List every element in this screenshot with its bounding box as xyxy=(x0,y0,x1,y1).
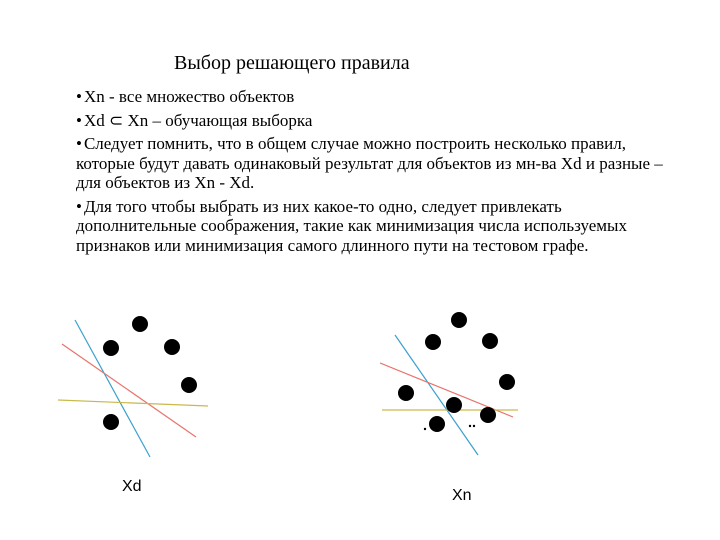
small-marker xyxy=(473,425,475,427)
diagram-xn xyxy=(380,312,518,504)
yellow-decision-line xyxy=(58,400,208,406)
bullet-text: Xn - все множество объектов xyxy=(83,87,295,106)
bullet-icon: • xyxy=(76,110,82,130)
bullet-icon: • xyxy=(76,87,82,106)
data-point xyxy=(499,374,515,390)
data-point xyxy=(480,407,496,423)
diagram-xd xyxy=(58,316,208,495)
data-point xyxy=(425,334,441,350)
red-decision-line xyxy=(62,344,196,437)
data-point xyxy=(482,333,498,349)
caption-xn: Xn xyxy=(452,487,472,504)
data-point xyxy=(181,377,197,393)
bullet-text: Xd ⊂ Xn – обучающая выборка xyxy=(83,110,313,130)
small-marker xyxy=(469,425,471,427)
slide-title: Выбор решающего правила xyxy=(174,52,410,74)
bullet-text: Следует помнить, что в общем случае можно построить несколько правил, которые будут давать одинаковый результат для объектов из мн-ва Xd и разные – для объектов из Xn - Xd. xyxy=(76,134,663,192)
data-point xyxy=(446,397,462,413)
bullet-icon: • xyxy=(76,134,82,153)
bullet-text: Для того чтобы выбрать из них какое-то одно, следует привлекать дополнительные соображения, такие как минимизация числа используемых признаков или минимизация самого длинного пути на тестовом графе. xyxy=(76,196,627,255)
bullet-icon: • xyxy=(76,196,82,216)
caption-xd: Xd xyxy=(122,478,142,495)
small-marker xyxy=(424,428,426,430)
data-point xyxy=(451,312,467,328)
data-point xyxy=(103,340,119,356)
data-point xyxy=(164,339,180,355)
data-point xyxy=(103,414,119,430)
data-point xyxy=(132,316,148,332)
data-point xyxy=(429,416,445,432)
data-point xyxy=(398,385,414,401)
